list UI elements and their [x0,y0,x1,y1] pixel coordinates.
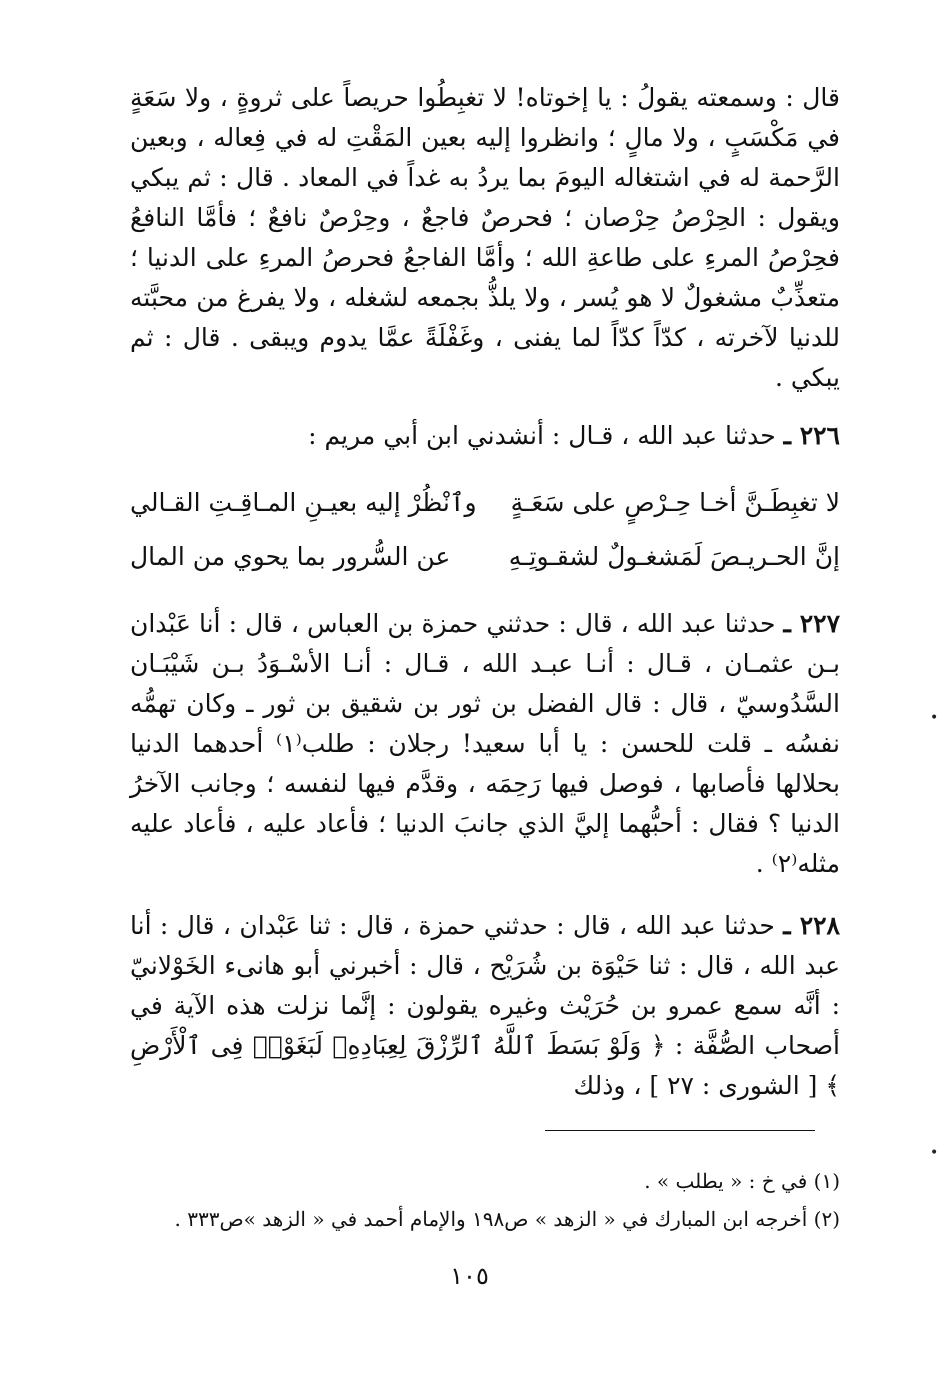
paragraph-1: قال : وسمعته يقولُ : يا إخوتاه! لا تغبِطُوا حريصاً على ثروةٍ ، ولا سَعَةٍ في مَكْسَبٍ ، ولا مالٍ ؛ وانظروا إليه بعين المَقْتِ له في فِعاله ، وبعين الرَّحمة له في اشتغاله اليومَ بما يردُ به غداً في المعاد . قال : ثم يبكي ويقول : الحِرْصُ حِرْصان ؛ فحرصٌ فاجعٌ ، وحِرْصٌ نافعٌ ؛ فأمَّا النافعُ فحِرْصُ المرءِ على طاعةِ الله ؛ وأمَّا الفاجعُ فحرصُ المرءِ على الدنيا ؛ متعذِّبٌ مشغولٌ لا هو يُسر ، ولا يلذُّ بجمعه لشغله ، ولا يفرغ من محبَّته للدنيا لآخرته ، كدّاً كدّاً لما يفنى ، وغَفْلَةً عمَّا يدوم ويبقى . قال : ثم يبكي . [130,83,840,392]
footnote-1: (١) في خ : « يطلب » . [644,1169,840,1193]
hadith-number-227: ٢٢٧ ـ [783,609,841,638]
hadith-text-227: حدثنا عبد الله ، قال : حدثني حمزة بن العباس ، قال : أنا عَبْدان بـن عثمـان ، قـال : أنـا عبـد الله ، قـال : أنـا الأسْـوَدُ بـن شَيْبَـان السَّدُوسيّ ، قال : قال الفضل بن ثور بن شقيق بن ثور ـ وكان تهمُّه نفسُه ـ قلت للحسن : يا أبا سعيد! رجلان : طلب⁽١⁾ أحدهما الدنيا بحلالها فأصابها ، فوصل فيها رَحِمَه ، وقدَّم فيها لنفسه ؛ وجانب الآخرُ الدنيا ؟ فقال : أحبُّهما إليَّ الذي جانبَ الدنيا ؛ فأعاد عليه ، فأعاد عليه مثله⁽٢⁾ . [130,609,840,878]
main-text [130,78,840,1106]
footnotes [130,1162,840,1238]
verse-2-second-hemistich: عن السُّرور بما يحوي من المال [130,542,451,571]
page-number: ١٠٥ [450,1262,489,1290]
margin-dot-mark: • [930,1145,939,1161]
paragraph-228 [130,906,840,1106]
verse-1-second-hemistich: وٱنْظُرْ إليه بعيـنِ المـاقِـتِ القـالي [130,488,477,517]
hadith-number-226: ٢٢٦ ـ [783,421,840,450]
margin-dot-mark: • [930,710,939,726]
hadith-number-228: ٢٢٨ ـ [783,911,840,940]
poem-verse-1 [130,476,840,530]
verse-1-first-hemistich: لا تغبِطَـنَّ أخـا حِـرْصٍ على سَعَـةٍ [510,488,840,517]
footnote-2: (٢) أخرجه ابن المبارك في « الزهد » ص١٩٨ والإمام أحمد في « الزهد »ص٣٣٣ . [174,1207,840,1231]
verse-2-first-hemistich: إنَّ الحـريـصَ لَمَشغـولٌ لشقـوتِـهِ [508,542,840,571]
poem [130,476,840,584]
hadith-text-226: حدثنا عبد الله ، قـال : أنشدني ابن أبي مريم : [308,421,784,450]
poem-verse-2 [130,530,840,584]
hadith-text-228: حدثنا عبد الله ، قال : حدثني حمزة ، قال : ثنا عَبْدان ، قال : أنا عبد الله ، قال : ثنا حَيْوَة بن شُرَيْح ، قال : أخبرني أبو هانىء الخَوْلانيّ : أنَّه سمع عمرو بن حُرَيْث وغيره يقولون : إنَّما نزلت هذه الآية في أصحاب الصُّفَّة : ﴿ وَلَوْ بَسَطَ ٱللَّهُ ٱلرِّزْقَ لِعِبَادِهِۦ لَبَغَوْا۟ فِى ٱلْأَرْضِ ﴾ [ الشورى : ٢٧ ] ، وذلك [130,911,840,1100]
footnote-separator [545,1130,815,1131]
paragraph-227 [130,604,840,884]
paragraph-226 [130,416,840,456]
